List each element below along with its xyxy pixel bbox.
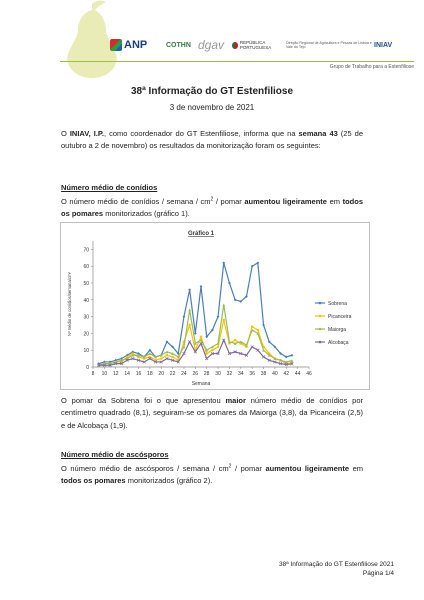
ascosporos-paragraph: O número médio de ascósporos / semana / $cm^2$ / pomar aumentou ligeiramente em todos os pomares monitorizados (gráfico 2). bbox=[61, 463, 363, 486]
data-point-maiorga bbox=[262, 349, 265, 352]
x-tick-label: 44 bbox=[294, 371, 301, 377]
drap-logo: Direção Regional de Agricultura e Pescas de Lisboa e Vale do Tejo bbox=[286, 40, 372, 49]
data-point-picanceira bbox=[223, 319, 225, 321]
cothn-logo: COTHN bbox=[166, 41, 191, 49]
y-tick-label: 0 bbox=[86, 365, 89, 371]
header-divider bbox=[60, 61, 414, 62]
x-tick-label: 36 bbox=[249, 371, 255, 377]
y-tick-label: 10 bbox=[83, 348, 89, 355]
legend-marker-alcobaça bbox=[319, 341, 322, 344]
x-tick-label: 22 bbox=[169, 371, 176, 377]
chart-title: Gráfico 1 bbox=[187, 231, 215, 237]
flag-icon bbox=[232, 42, 238, 49]
x-tick-label: 14 bbox=[124, 371, 130, 377]
data-point-sobrena bbox=[262, 324, 265, 327]
x-tick-label: 40 bbox=[272, 371, 278, 377]
legend-label-picanceira: Picanceira bbox=[328, 314, 352, 320]
legend-label-maiorga: Maiorga bbox=[328, 327, 347, 333]
x-tick-label: 42 bbox=[283, 371, 290, 377]
data-point-picanceira bbox=[189, 324, 191, 326]
data-point-picanceira bbox=[211, 349, 213, 351]
y-tick-label: 20 bbox=[83, 331, 89, 338]
data-point-maiorga bbox=[188, 308, 191, 311]
x-tick-label: 18 bbox=[147, 371, 153, 377]
data-point-sobrena bbox=[222, 261, 225, 264]
data-point-sobrena bbox=[291, 354, 294, 357]
page-header bbox=[0, 0, 424, 80]
data-point-sobrena bbox=[234, 298, 237, 301]
x-axis-label: Semana bbox=[191, 381, 211, 387]
y-axis-label: Nº médio de conídios/semana/cm² bbox=[67, 272, 72, 336]
dgav-logo: dgav bbox=[198, 38, 225, 52]
data-point-sobrena bbox=[183, 315, 186, 318]
footer-title: 38ª Informação do GT Estenfiliose 2021 bbox=[278, 561, 394, 568]
y-tick-label: 70 bbox=[83, 247, 89, 254]
data-point-sobrena bbox=[200, 285, 203, 288]
x-tick-label: 24 bbox=[181, 371, 187, 377]
data-point-picanceira bbox=[206, 352, 208, 354]
iniav-logo: INIAV bbox=[374, 41, 393, 49]
data-point-picanceira bbox=[200, 336, 202, 338]
x-tick-label: 46 bbox=[306, 371, 312, 377]
data-point-picanceira bbox=[217, 346, 219, 348]
x-tick-label: 12 bbox=[112, 371, 119, 377]
x-tick-label: 28 bbox=[203, 371, 210, 377]
x-tick-label: 26 bbox=[192, 371, 199, 377]
footer-page-number: Página 1/4 bbox=[362, 570, 394, 577]
data-point-picanceira bbox=[171, 356, 173, 358]
intro-paragraph: O INIAV, I.P., como coordenador do GT Estenfiliose, informa que na semana 43 (25 de outubro a 2 de novembro) os resultados da monitorização foram os seguintes: bbox=[61, 129, 363, 151]
page-footer bbox=[279, 560, 394, 578]
legend-marker-sobrena bbox=[319, 302, 322, 305]
ranking-paragraph: O pomar da Sobrena foi o que apresentou maior número médio de conídios por centímetro quadrado (8,1), seguiram-se os pomares da Maiorga (3,8), da Picanceira (2,5) e de Alcobaça (1,9). bbox=[61, 396, 363, 430]
x-tick-label: 16 bbox=[135, 371, 142, 377]
x-tick-label: 32 bbox=[226, 371, 233, 377]
x-tick-label: 8 bbox=[91, 371, 95, 377]
data-point-picanceira bbox=[257, 329, 259, 331]
document-title: 38ª Informação do GT Estenfiliose bbox=[130, 86, 294, 97]
y-tick-label: 60 bbox=[83, 264, 89, 271]
chart-grafico-1 bbox=[60, 222, 370, 390]
y-tick-label: 50 bbox=[83, 281, 89, 287]
data-point-maiorga bbox=[222, 303, 225, 306]
legend-marker-maiorga bbox=[319, 328, 322, 331]
x-tick-label: 20 bbox=[158, 371, 164, 377]
legend-marker-picanceira bbox=[319, 315, 322, 318]
x-tick-label: 38 bbox=[260, 371, 267, 377]
anp-mark-icon bbox=[110, 39, 122, 51]
data-point-picanceira bbox=[160, 357, 162, 359]
y-tick-label: 40 bbox=[83, 297, 89, 304]
data-point-sobrena bbox=[188, 288, 191, 291]
chart-svg bbox=[61, 223, 371, 391]
x-tick-label: 30 bbox=[215, 371, 221, 377]
section-heading-ascosporos: Número médio de ascósporos bbox=[61, 450, 169, 459]
data-point-picanceira bbox=[251, 326, 253, 328]
legend-label-alcobaça: Alcobaça bbox=[328, 340, 349, 346]
x-tick-label: 34 bbox=[238, 371, 244, 377]
data-point-sobrena bbox=[228, 282, 231, 285]
legend-label-sobrena: Sobrena bbox=[328, 301, 347, 307]
conidios-paragraph: O número médio de conídios / semana / $cm^2$ / pomar aumentou ligeiramente em todos os pomares monitorizados (gráfico 1). bbox=[61, 196, 363, 219]
partner-logos bbox=[108, 34, 418, 56]
data-point-picanceira bbox=[166, 354, 168, 356]
section-heading-conidios: Número médio de conídios bbox=[61, 183, 158, 192]
x-tick-label: 10 bbox=[101, 371, 108, 377]
document-date: 3 de novembro de 2021 bbox=[169, 103, 255, 112]
anp-logo: ANP bbox=[110, 34, 147, 56]
data-point-picanceira bbox=[234, 339, 236, 341]
y-tick-label: 30 bbox=[83, 314, 89, 321]
republica-portuguesa-logo: REPÚBLICA PORTUGUESA bbox=[232, 34, 288, 56]
header-subtitle: Grupo de Trabalho para a Estenfiliose bbox=[329, 64, 414, 70]
